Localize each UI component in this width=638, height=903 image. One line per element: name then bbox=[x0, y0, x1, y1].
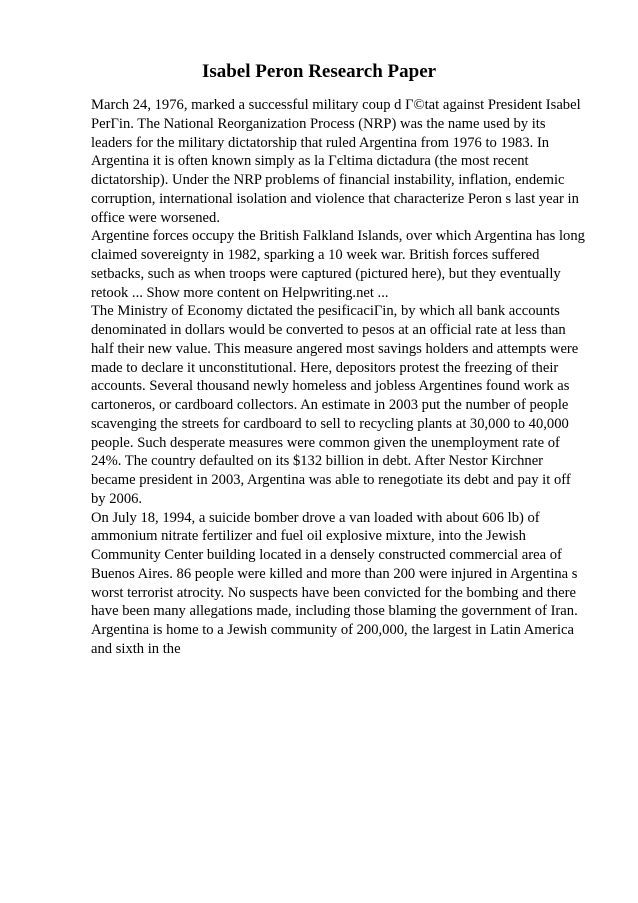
paragraph-coup: March 24, 1976, marked a successful military coup d Г©tat against President Isabel PerГіn. The National Reorganization Process (NRP) was the name used by its leaders for the military dictatorship that ruled Argentina from 1976 to 1983. In Argentina it is often known simply as la Гєltima dictadura (the most recent dictatorship). Under the NRP problems of financial instability, inflation, endemic corruption, international isolation and violence that characterize Peron s last year in office were worsened. bbox=[91, 97, 581, 226]
paragraph-falklands: Argentine forces occupy the British Falkland Islands, over which Argentina has long claimed sovereignty in 1982, sparking a 10 week war. British forces suffered setbacks, such as when troops were captured (pictured here), but they eventually retook ... Show more content on Helpwriting.net ... bbox=[91, 228, 585, 301]
page-title: Isabel Peron Research Paper bbox=[201, 61, 437, 82]
paragraph-economy: The Ministry of Economy dictated the pesificaciГіn, by which all bank accounts denominated in dollars would be converted to pesos at an official rate at less than half their new value. This measure angered most savings holders and attempts were made to declare it unconstitutional. Here, depositors protest the freezing of their accounts. Several thousand newly homeless and jobless Argentines found work as cartoneros, or cardboard collectors. An estimate in 2003 put the number of people scavenging the streets for cardboard to sell to recycling plants at 30,000 to 40,000 people. Such desperate measures were common given the unemployment rate of 24%. The country defaulted on its $132 billion in debt. After Nestor Kirchner became president in 2003, Argentina was able to renegotiate its debt and pay it off by 2006. bbox=[91, 303, 579, 507]
paragraph-bombing: On July 18, 1994, a suicide bomber drove a van loaded with about 606 lb) of ammonium nitrate fertilizer and fuel oil explosive mixture, into the Jewish Community Center building located in a densely constructed commercial area of Buenos Aires. 86 people were killed and more than 200 were injured in Argentina s worst terrorist atrocity. No suspects have been convicted for the bombing and there have been many allegations made, including those blaming the government of Iran. Argentina is home to a Jewish community of 200,000, the largest in Latin America and sixth in the bbox=[91, 509, 578, 657]
document-body bbox=[91, 96, 586, 659]
